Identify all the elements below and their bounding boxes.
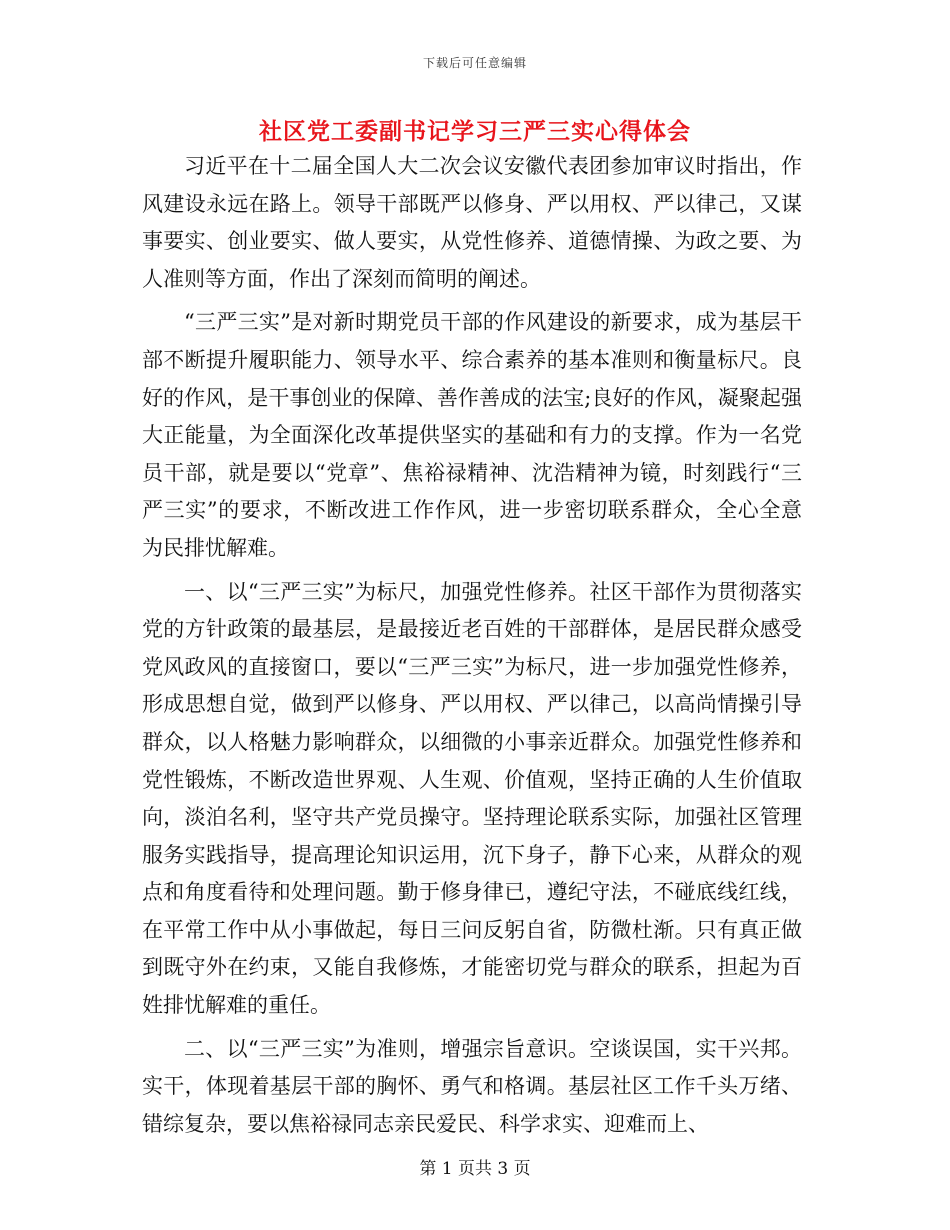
document-title: 社区党工委副书记学习三严三实心得体会 bbox=[259, 118, 691, 145]
paragraph: 一、以“三严三实”为标尺，加强党性修养。社区干部作为贯彻落实党的方针政策的最基层，是最接近老百姓的干部群体，是居民群众感受党风政风的直接窗口，要以“三严三实”为标尺，进一步加强党性修养，形成思想自觉，做到严以修身、严以用权、严以律己，以高尚情操引导群众，以人格魅力影响群众，以细微的小事亲近群众。加强党性修养和党性锻炼，不断改造世界观、人生观、价值观，坚持正确的人生价值取向，淡泊名利，坚守共产党员操守。坚持理论联系实际，加强社区管理服务实践指导，提高理论知识运用，沉下身子，静下心来，从群众的观点和角度看待和处理问题。勤于修身律已，遵纪守法，不碰底线红线，在平常工作中从小事做起，每日三问反躬自省，防微杜渐。只有真正做到既守外在约束，又能自我修炼，才能密切党与群众的联系，担起为百姓排忧解难的重任。 bbox=[142, 579, 802, 1018]
page-footer: 第 1 页共 3 页 bbox=[419, 1159, 531, 1179]
document-body bbox=[142, 148, 802, 1143]
paragraph: 二、以“三严三实”为准则，增强宗旨意识。空谈误国，实干兴邦。实干，体现着基层干部的胸怀、勇气和格调。基层社区工作千头万绪、错综复杂，要以焦裕禄同志亲民爱民、科学求实、迎难而上、 bbox=[142, 1036, 802, 1136]
paragraph: 习近平在十二届全国人大二次会议安徽代表团参加审议时指出，作风建设永远在路上。领导干部既严以修身、严以用权、严以律己，又谋事要实、创业要实、做人要实，从党性修养、道德情操、为政之要、为人准则等方面，作出了深刻而简明的阐述。 bbox=[142, 154, 802, 291]
paragraph: “三严三实”是对新时期党员干部的作风建设的新要求，成为基层干部不断提升履职能力、领导水平、综合素养的基本准则和衡量标尺。良好的作风，是干事创业的保障、善作善成的法宝;良好的作风，凝聚起强大正能量，为全面深化改革提供坚实的基础和有力的支撑。作为一名党员干部，就是要以“党章”、焦裕禄精神、沈浩精神为镜，时刻践行“三严三实”的要求，不断改进工作作风，进一步密切联系群众，全心全意为民排忧解难。 bbox=[142, 310, 802, 560]
header-note: 下载后可任意编辑 bbox=[422, 56, 527, 70]
